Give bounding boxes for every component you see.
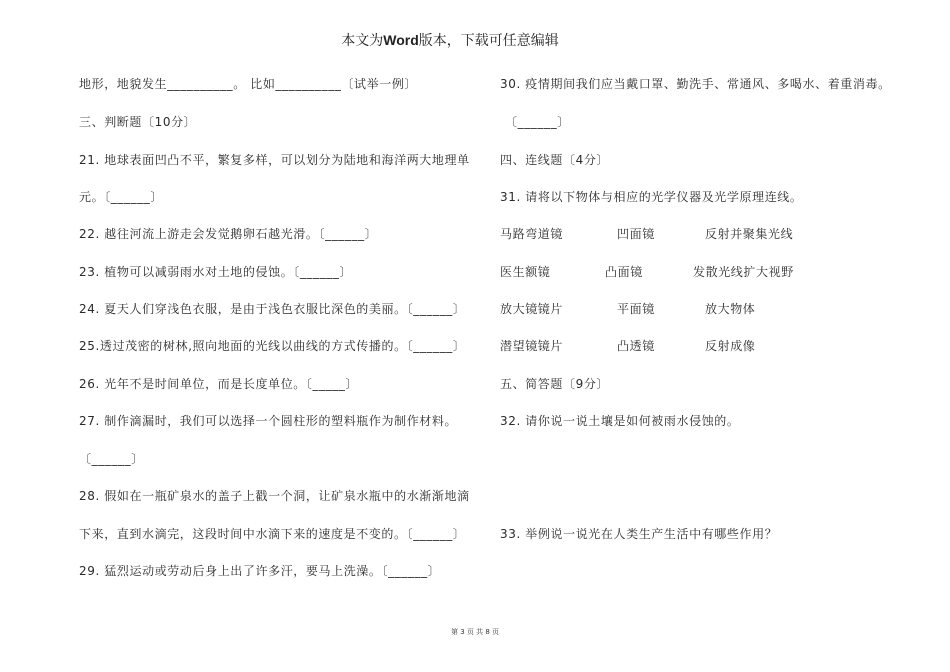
q22: 22. 越往河流上游走会发觉鹅卵石越光滑。〔______〕 xyxy=(79,227,378,241)
q30-blank: 〔______〕 xyxy=(505,115,570,129)
match-principle-3: 放大物体 xyxy=(705,302,756,316)
header-pre: 本文为 xyxy=(341,33,384,49)
q27-line2: 〔______〕 xyxy=(79,452,144,466)
section5-title: 五、简答题〔9分〕 xyxy=(500,377,610,391)
q32: 32. 请你说一说土壤是如何被雨水侵蚀的。 xyxy=(500,414,740,428)
page-header xyxy=(0,30,900,50)
page-number: 第 3 页 共 8 页 xyxy=(450,628,500,636)
q21-line1: 21. 地球表面凹凸不平，繁复多样，可以划分为陆地和海洋两大地理单 xyxy=(79,153,470,167)
q25: 25.透过茂密的树林,照向地面的光线以曲线的方式传播的。〔______〕 xyxy=(79,339,466,353)
q20-continuation: 地形，地貌发生__________。 比如__________〔试举一例〕 xyxy=(79,77,418,91)
match-instrument-2: 凸面镜 xyxy=(605,265,643,279)
q29: 29. 猛烈运动或劳动后身上出了许多汗，要马上洗澡。〔______〕 xyxy=(79,564,441,578)
match-instrument-3: 平面镜 xyxy=(617,302,655,316)
q27-line1: 27. 制作滴漏时，我们可以选择一个圆柱形的塑料瓶作为制作材料。 xyxy=(79,414,458,428)
header-post: 版本，下载可任意编辑 xyxy=(418,33,559,49)
section3-title: 三、判断题〔10分〕 xyxy=(79,115,197,129)
q31: 31. 请将以下物体与相应的光学仪器及光学原理连线。 xyxy=(500,190,803,204)
match-object-3: 放大镜镜片 xyxy=(500,302,564,316)
header-word: Word xyxy=(383,32,419,48)
q26: 26. 光年不是时间单位，而是长度单位。〔_____〕 xyxy=(79,377,359,391)
match-object-2: 医生额镜 xyxy=(500,265,551,279)
q23: 23. 植物可以减弱雨水对土地的侵蚀。〔______〕 xyxy=(79,265,353,279)
match-object-1: 马路弯道镜 xyxy=(500,227,564,241)
q24: 24. 夏天人们穿浅色衣服，是由于浅色衣服比深色的美丽。〔______〕 xyxy=(79,302,466,316)
q28-line1: 28. 假如在一瓶矿泉水的盖子上戳一个洞，让矿泉水瓶中的水渐渐地滴 xyxy=(79,489,470,503)
q21-line2: 元。〔______〕 xyxy=(79,190,164,204)
q30: 30. 疫情期间我们应当戴口罩、勤洗手、常通风、多喝水、着重消毒。 xyxy=(500,77,891,91)
section4-title: 四、连线题〔4分〕 xyxy=(500,153,610,167)
match-instrument-4: 凸透镜 xyxy=(617,339,655,353)
match-principle-1: 反射并聚集光线 xyxy=(705,227,794,241)
match-principle-4: 反射成像 xyxy=(705,339,756,353)
q33: 33. 举例说一说光在人类生产生活中有哪些作用？ xyxy=(500,527,778,541)
match-instrument-1: 凹面镜 xyxy=(617,227,655,241)
match-object-4: 潜望镜镜片 xyxy=(500,339,564,353)
match-principle-2: 发散光线扩大视野 xyxy=(693,265,794,279)
q28-line2: 下来，直到水滴完，这段时间中水滴下来的速度是不变的。〔______〕 xyxy=(79,527,466,541)
